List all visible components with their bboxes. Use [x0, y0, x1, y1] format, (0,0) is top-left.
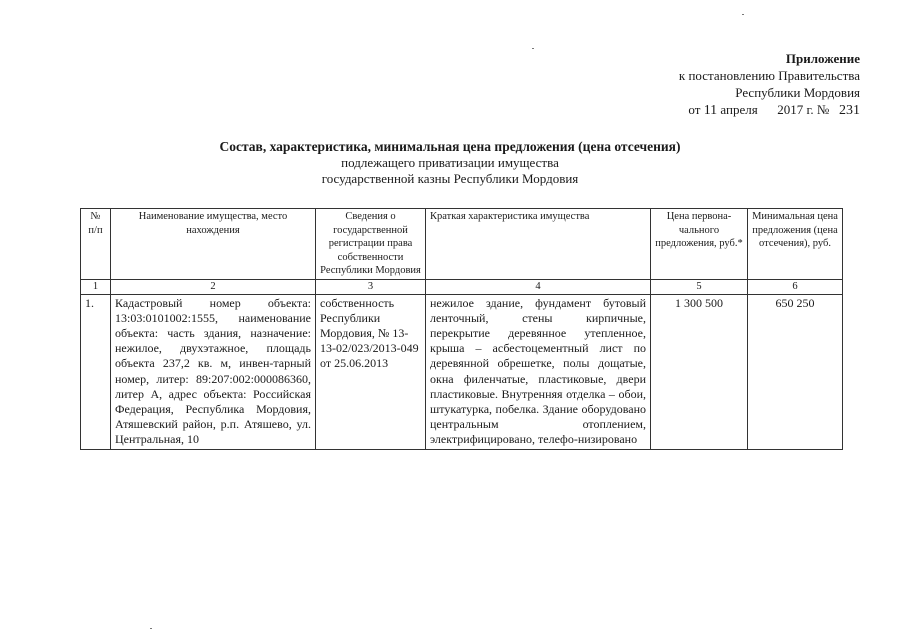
- header-no: № п/п: [81, 209, 111, 280]
- row-registration: собственность Республики Мордовия, № 13-13-02/023/2013-049 от 25.06.2013: [316, 294, 426, 449]
- table-row: [81, 294, 843, 449]
- column-number: 5: [651, 279, 748, 294]
- title-sub-2: государственной казны Республики Мордовия: [321, 171, 579, 186]
- scan-speck: [742, 14, 744, 15]
- column-number: 4: [426, 279, 651, 294]
- header-name: Наименование имущества, место нахождения: [111, 209, 316, 280]
- column-number: 2: [111, 279, 316, 294]
- document-title: [160, 138, 740, 187]
- scan-speck: [150, 628, 152, 629]
- appendix-title: Приложение: [785, 51, 860, 66]
- row-name: Кадастровый номер объекта: 13:03:0101002:1555, наименование объекта: часть здания, назначение: нежилое, двухэтажное, площадь объекта 237,2 кв. м, инвен-тарный номер, литер: 89:207:002:000086360, литер А, адрес объекта: Российская Федерация, Республика Мордовия, Атяшевский район, р.п. Атяшево, ул. Центральная, 10: [111, 294, 316, 449]
- appendix-block: [600, 50, 860, 119]
- row-initial-price: 1 300 500: [651, 294, 748, 449]
- column-number-row: [81, 279, 843, 294]
- header-registration: Сведения о государственной регистрации права собственности Республики Мордовия: [316, 209, 426, 280]
- table-header-row: [81, 209, 843, 280]
- date-year: 2017 г.: [777, 102, 814, 117]
- number-label: №: [816, 102, 830, 117]
- date-day: 11: [703, 103, 718, 118]
- header-description: Краткая характеристика имущества: [426, 209, 651, 280]
- appendix-date-line: [600, 101, 860, 119]
- appendix-line-1: к постановлению Правительства: [678, 68, 860, 83]
- title-sub-1: подлежащего приватизации имущества: [341, 155, 559, 170]
- decree-number: 231: [839, 103, 860, 118]
- date-month: апреля: [720, 102, 758, 117]
- row-min-price: 650 250: [748, 294, 843, 449]
- row-description: нежилое здание, фундамент бутовый ленточный, стены кирпичные, перекрытие деревянное утепленное, крыша – асбестоцементный лист по деревянной обрешетке, полы дощатые, окна филенчатые, пластиковые, двери пластиковые. Внутренняя отделка – обои, штукатурка, побелка. Здание оборудовано центральным отоплением, электрифицировано, телефо-низировано: [426, 294, 651, 449]
- column-number: 3: [316, 279, 426, 294]
- title-main: Состав, характеристика, минимальная цена предложения (цена отсечения): [219, 139, 681, 154]
- header-min-price: Минимальная цена предложения (цена отсечения), руб.: [748, 209, 843, 280]
- property-table: [80, 208, 843, 450]
- row-no: 1.: [81, 294, 111, 449]
- column-number: 1: [81, 279, 111, 294]
- scan-speck: [532, 48, 534, 49]
- header-initial-price: Цена первона-чального предложения, руб.*: [651, 209, 748, 280]
- column-number: 6: [748, 279, 843, 294]
- appendix-line-2: Республики Мордовия: [735, 85, 860, 100]
- date-prefix: от: [688, 102, 701, 117]
